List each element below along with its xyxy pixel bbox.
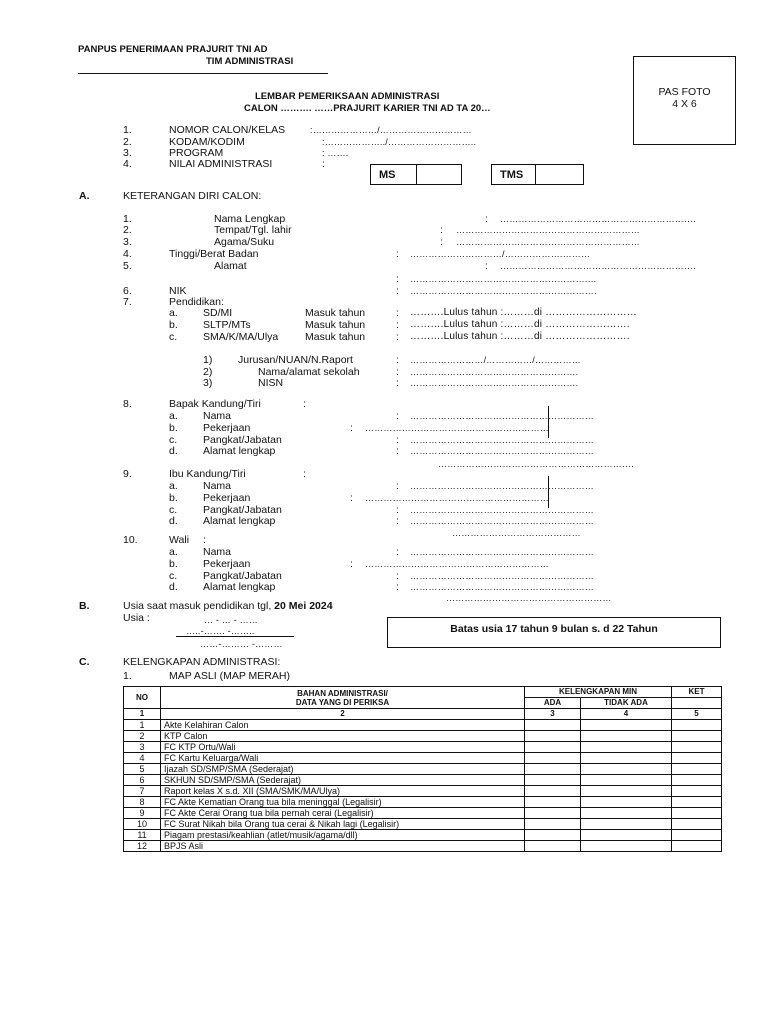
ket-cell[interactable]	[672, 786, 722, 797]
guardian-row-colon: :	[350, 558, 353, 570]
org-unit: TIM ADMINISTRASI	[206, 56, 294, 67]
ket-cell[interactable]	[672, 775, 722, 786]
item-dots[interactable]: ………………………………………………….…	[410, 274, 597, 284]
ada-cell[interactable]	[525, 786, 581, 797]
guardian-no: 10.	[123, 534, 138, 546]
mother-bracket-mark	[548, 476, 549, 508]
form-subtitle: CALON ………. ……PRAJURIT KARIER TNI AD TA 20…	[244, 103, 491, 114]
ada-cell[interactable]	[525, 742, 581, 753]
tidak-ada-cell[interactable]	[581, 819, 672, 830]
mother-row-label: Pangkat/Jabatan	[203, 504, 282, 516]
item-label: Pendidikan:	[169, 296, 224, 308]
row-item: FC Akte Kematian Orang tua bila meninggal (Legalisir)	[161, 797, 525, 808]
item-colon: :	[440, 236, 443, 248]
father-colon: :	[303, 398, 306, 410]
row-item: Piagam prestasi/keahlian (atlet/musik/agama/dll)	[161, 830, 525, 841]
tms-divider	[535, 165, 536, 184]
age-limit-note: Batas usia 17 tahun 9 bulan s. d 22 Tahun	[450, 623, 658, 635]
mother-row-colon: :	[350, 492, 353, 504]
sub-no: 1)	[203, 354, 213, 366]
guardian-row-colon: :	[396, 546, 399, 558]
age-limit-box	[387, 617, 721, 648]
item-no: 1.	[123, 213, 132, 225]
item-dots[interactable]: ……………………………………………………….	[500, 261, 696, 271]
guardian-row-dots[interactable]: ……………………………………………………	[410, 582, 594, 592]
colnum: 1	[124, 709, 161, 720]
father-row-label: Alamat lengkap	[203, 445, 276, 457]
mother-row-label: Nama	[203, 480, 232, 492]
row-no: 6	[124, 775, 161, 786]
ket-cell[interactable]	[672, 764, 722, 775]
edu-masuk: Masuk tahun	[305, 331, 366, 343]
ms-label: MS	[379, 169, 396, 181]
guardian-row-dots[interactable]: ……………………………………………………	[410, 547, 594, 557]
row-item: SKHUN SD/SMP/SMA (Sederajat)	[161, 775, 525, 786]
item-colon: :	[396, 273, 399, 285]
ada-cell[interactable]	[525, 764, 581, 775]
item-colon: :	[485, 213, 488, 225]
guardian-row-label: Pekerjaan	[203, 558, 251, 570]
tidak-ada-cell[interactable]	[581, 731, 672, 742]
ket-cell[interactable]	[672, 731, 722, 742]
guardian-row-dots[interactable]: ……………………………………………………	[365, 559, 549, 569]
row-no: 5	[124, 764, 161, 775]
field-no: 2.	[123, 136, 132, 148]
row-item: FC Surat Nikah bila Orang tua cerai & Nikah lagi (Legalisir)	[161, 819, 525, 830]
edu-colon: :	[396, 331, 399, 343]
usia-line-3[interactable]: ……-……… -………	[200, 639, 283, 649]
table-row	[124, 786, 722, 797]
guardian-row-letter: a.	[169, 546, 178, 558]
documents-table	[123, 686, 722, 852]
header-ket: KET	[672, 687, 722, 698]
photo-box	[633, 56, 736, 145]
tidak-ada-cell[interactable]	[581, 808, 672, 819]
guardian-row-label: Alamat lengkap	[203, 581, 276, 593]
ket-cell[interactable]	[672, 819, 722, 830]
table-row	[124, 797, 722, 808]
edu-value[interactable]: ……….Lulus tahun :………di …………………….	[410, 331, 630, 342]
father-row-dots[interactable]: ……………………………………………………	[410, 446, 594, 456]
tidak-ada-cell[interactable]	[581, 797, 672, 808]
sub-colon: :	[396, 366, 399, 378]
row-no: 10	[124, 819, 161, 830]
guardian-row-label: Pangkat/Jabatan	[203, 570, 282, 582]
ket-cell[interactable]	[672, 808, 722, 819]
table-row	[124, 830, 722, 841]
tidak-ada-cell[interactable]	[581, 830, 672, 841]
guardian-title: Wali	[169, 534, 190, 546]
header-tidak-ada: TIDAK ADA	[581, 698, 672, 709]
mother-row-dots[interactable]: ……………………………………………………	[365, 493, 549, 503]
guardian-row-colon: :	[396, 581, 399, 593]
section-a-letter: A.	[79, 190, 90, 202]
org-name: PANPUS PENERIMAAN PRAJURIT TNI AD	[78, 44, 268, 55]
ada-cell[interactable]	[525, 775, 581, 786]
sub-no: 3)	[203, 377, 213, 389]
row-no: 3	[124, 742, 161, 753]
item-label: Agama/Suku	[214, 236, 275, 248]
item-dots[interactable]: ……………………………………………………	[456, 225, 640, 235]
table-row	[124, 775, 722, 786]
mother-title: Ibu Kandung/Tiri	[169, 468, 246, 480]
usia-label: Usia :	[123, 612, 150, 624]
header-underline	[78, 73, 328, 74]
header-bahan	[161, 687, 525, 709]
father-row-letter: d.	[169, 445, 178, 457]
item-dots[interactable]: …………………………/……………….………	[410, 249, 591, 259]
usia-line-2[interactable]: …..-……. -……..	[186, 626, 255, 636]
father-row-colon: :	[396, 445, 399, 457]
ket-cell[interactable]	[672, 742, 722, 753]
row-no: 11	[124, 830, 161, 841]
table-row	[124, 720, 722, 731]
mother-colon: :	[303, 468, 306, 480]
ada-cell[interactable]	[525, 731, 581, 742]
father-row-dots[interactable]: ……………………………………………………	[410, 435, 594, 445]
table-header-row	[124, 687, 722, 698]
age-date-prefix: Usia saat masuk pendidikan tgl,	[123, 600, 272, 612]
tms-label: TMS	[500, 169, 524, 181]
field-label: NOMOR CALON/KELAS	[169, 124, 286, 136]
row-item: Raport kelas X s.d. XII (SMA/SMK/MA/Ulya)	[161, 786, 525, 797]
section-c-sub-title: MAP ASLI (MAP MERAH)	[169, 670, 290, 682]
edu-masuk: Masuk tahun	[305, 307, 366, 319]
section-c-title: KELENGKAPAN ADMINISTRASI:	[123, 656, 281, 668]
ada-cell[interactable]	[525, 841, 581, 852]
field-no: 3.	[123, 147, 132, 159]
table-row	[124, 753, 722, 764]
father-title: Bapak Kandung/Tiri	[169, 398, 261, 410]
colnum: 5	[672, 709, 722, 720]
field-value[interactable]: : …….	[322, 148, 349, 158]
field-label: KODAM/KODIM	[169, 136, 245, 148]
guardian-row-label: Nama	[203, 546, 232, 558]
sub-dots[interactable]: ……………………………………………….	[410, 378, 579, 388]
field-label: PROGRAM	[169, 147, 224, 159]
tidak-ada-cell[interactable]	[581, 764, 672, 775]
ket-cell[interactable]	[672, 797, 722, 808]
section-c-sub-no: 1.	[123, 670, 132, 682]
item-no: 2.	[123, 224, 132, 236]
row-no: 7	[124, 786, 161, 797]
row-item: KTP Calon	[161, 731, 525, 742]
row-item: Akte Kelahiran Calon	[161, 720, 525, 731]
edu-level: SMA/K/MA/Ulya	[203, 331, 279, 343]
father-row-label: Pekerjaan	[203, 422, 251, 434]
mother-row-letter: d.	[169, 515, 178, 527]
table-row	[124, 808, 722, 819]
section-b-text	[123, 600, 333, 612]
field-value[interactable]: :………………../………………………..	[322, 137, 477, 147]
father-row-dots[interactable]: ……………………………………………………	[365, 423, 549, 433]
edu-letter: a.	[169, 307, 178, 319]
mother-address-extra[interactable]: ……………………………………	[452, 528, 581, 538]
tidak-ada-cell[interactable]	[581, 786, 672, 797]
form-title: LEMBAR PEMERIKSAAN ADMINISTRASI	[255, 91, 440, 102]
sub-colon: :	[396, 377, 399, 389]
item-dots[interactable]: ……………………………………………………….	[500, 214, 696, 224]
table-row	[124, 731, 722, 742]
tidak-ada-cell[interactable]	[581, 742, 672, 753]
ada-cell[interactable]	[525, 797, 581, 808]
field-value: :	[322, 158, 325, 170]
edu-value[interactable]: ……….Lulus tahun :………di ………………………	[410, 307, 638, 318]
sub-label: Nama/alamat sekolah	[258, 366, 360, 378]
tidak-ada-cell[interactable]	[581, 841, 672, 852]
ket-cell[interactable]	[672, 753, 722, 764]
item-no: 3.	[123, 236, 132, 248]
header-bahan-line2: DATA YANG DI PERIKSA	[295, 697, 390, 707]
father-no: 8.	[123, 398, 132, 410]
father-row-letter: b.	[169, 422, 178, 434]
mother-row-dots[interactable]: ……………………………………………………	[410, 505, 594, 515]
father-row-colon: :	[396, 434, 399, 446]
row-item: FC Kartu Keluarga/Wali	[161, 753, 525, 764]
mother-row-dots[interactable]: ……………………………………………………	[410, 516, 594, 526]
ada-cell[interactable]	[525, 720, 581, 731]
table-row	[124, 764, 722, 775]
sub-colon: :	[396, 354, 399, 366]
father-bracket-mark	[548, 406, 549, 438]
father-row-colon: :	[396, 410, 399, 422]
row-no: 8	[124, 797, 161, 808]
field-no: 1.	[123, 124, 132, 136]
ms-divider	[416, 165, 417, 184]
item-colon: :	[485, 260, 488, 272]
row-no: 12	[124, 841, 161, 852]
guardian-row-letter: b.	[169, 558, 178, 570]
ket-cell[interactable]	[672, 720, 722, 731]
father-address-extra[interactable]: ……………………………………………………….	[438, 459, 634, 469]
father-row-colon: :	[350, 422, 353, 434]
item-dots[interactable]: ……………………………………………………	[456, 237, 640, 247]
mother-row-letter: b.	[169, 492, 178, 504]
item-label: Alamat	[214, 260, 247, 272]
father-row-letter: c.	[169, 434, 178, 446]
ket-cell[interactable]	[672, 830, 722, 841]
section-b-letter: B.	[79, 600, 90, 612]
sub-dots[interactable]: ……………………/……………/……………	[410, 355, 582, 365]
item-dots[interactable]: …………………………………………………….	[410, 286, 597, 296]
row-item: Ijazah SD/SMP/SMA (Sederajat)	[161, 764, 525, 775]
field-no: 4.	[123, 158, 132, 170]
row-no: 1	[124, 720, 161, 731]
edu-value[interactable]: ……….Lulus tahun :………di …………………….	[410, 319, 630, 330]
item-label: Tinggi/Berat Badan	[169, 248, 259, 260]
edu-level: SD/MI	[203, 307, 233, 319]
photo-size: 4 X 6	[672, 98, 697, 110]
item-no: 6.	[123, 285, 132, 297]
ms-box[interactable]	[370, 164, 462, 185]
father-row-label: Nama	[203, 410, 232, 422]
mother-row-label: Alamat lengkap	[203, 515, 276, 527]
item-colon: :	[440, 224, 443, 236]
edu-level: SLTP/MTs	[203, 319, 251, 331]
usia-line-1[interactable]: … - … - ……	[204, 615, 258, 625]
table-row	[124, 841, 722, 852]
field-value[interactable]: :…………………/…………………………	[310, 125, 472, 135]
ada-cell[interactable]	[525, 753, 581, 764]
header-ket-blank	[672, 698, 722, 709]
sub-dots[interactable]: ……………………………………………….	[410, 367, 579, 377]
item-no: 4.	[123, 248, 132, 260]
mother-row-letter: c.	[169, 504, 178, 516]
colnum: 4	[581, 709, 672, 720]
mother-row-label: Pekerjaan	[203, 492, 251, 504]
header-bahan-line1: BAHAN ADMINISTRASI/	[297, 688, 388, 698]
tidak-ada-cell[interactable]	[581, 720, 672, 731]
item-label: Tempat/Tgl. lahir	[214, 224, 292, 236]
ket-cell[interactable]	[672, 841, 722, 852]
row-item: FC Akte Cerai Orang tua bila pernah cerai (Legalisir)	[161, 808, 525, 819]
father-row-letter: a.	[169, 410, 178, 422]
sub-label: NISN	[258, 377, 284, 389]
age-reference-date: 20 Mei 2024	[274, 600, 333, 612]
section-c-letter: C.	[79, 656, 90, 668]
mother-row-colon: :	[396, 480, 399, 492]
header-kelengkapan: KELENGKAPAN MIN	[525, 687, 672, 698]
item-colon: :	[396, 248, 399, 260]
ada-cell[interactable]	[525, 830, 581, 841]
father-row-label: Pangkat/Jabatan	[203, 434, 282, 446]
field-label: NILAI ADMINISTRASI	[169, 158, 273, 170]
sub-label: Jurusan/NUAN/N.Raport	[238, 354, 353, 366]
tidak-ada-cell[interactable]	[581, 775, 672, 786]
sub-no: 2)	[203, 366, 213, 378]
edu-letter: c.	[169, 331, 178, 343]
guardian-row-dots[interactable]: ……………………………………………………	[410, 571, 594, 581]
mother-no: 9.	[123, 468, 132, 480]
item-label: NIK	[169, 285, 187, 297]
guardian-colon: :	[203, 534, 206, 546]
tidak-ada-cell[interactable]	[581, 753, 672, 764]
guardian-row-colon: :	[396, 570, 399, 582]
mother-row-colon: :	[396, 515, 399, 527]
header-no: NO	[124, 687, 161, 709]
table-row	[124, 819, 722, 830]
row-no: 4	[124, 753, 161, 764]
item-no: 5.	[123, 260, 132, 272]
edu-colon: :	[396, 319, 399, 331]
edu-masuk: Masuk tahun	[305, 319, 366, 331]
row-no: 2	[124, 731, 161, 742]
colnum: 3	[525, 709, 581, 720]
row-item: FC KTP Ortu/Wali	[161, 742, 525, 753]
mother-row-letter: a.	[169, 480, 178, 492]
guardian-row-letter: d.	[169, 581, 178, 593]
mother-row-dots[interactable]: ……………………………………………………	[410, 481, 594, 491]
edu-letter: b.	[169, 319, 178, 331]
father-row-dots[interactable]: ……………………………………………………	[410, 411, 594, 421]
table-colnum-row	[124, 709, 722, 720]
colnum: 2	[161, 709, 525, 720]
row-item: BPJS Asli	[161, 841, 525, 852]
header-ada: ADA	[525, 698, 581, 709]
guardian-address-extra[interactable]: ………………………………………………	[446, 593, 612, 603]
mother-row-colon: :	[396, 504, 399, 516]
item-colon: :	[396, 285, 399, 297]
edu-colon: :	[396, 307, 399, 319]
photo-label: PAS FOTO	[658, 86, 711, 98]
tms-box[interactable]	[491, 164, 584, 185]
guardian-row-letter: c.	[169, 570, 178, 582]
section-a-title: KETERANGAN DIRI CALON:	[123, 190, 262, 202]
ada-cell[interactable]	[525, 819, 581, 830]
row-no: 9	[124, 808, 161, 819]
item-no: 7.	[123, 296, 132, 308]
table-row	[124, 742, 722, 753]
ada-cell[interactable]	[525, 808, 581, 819]
usia-underline	[176, 636, 294, 637]
item-label: Nama Lengkap	[214, 213, 286, 225]
